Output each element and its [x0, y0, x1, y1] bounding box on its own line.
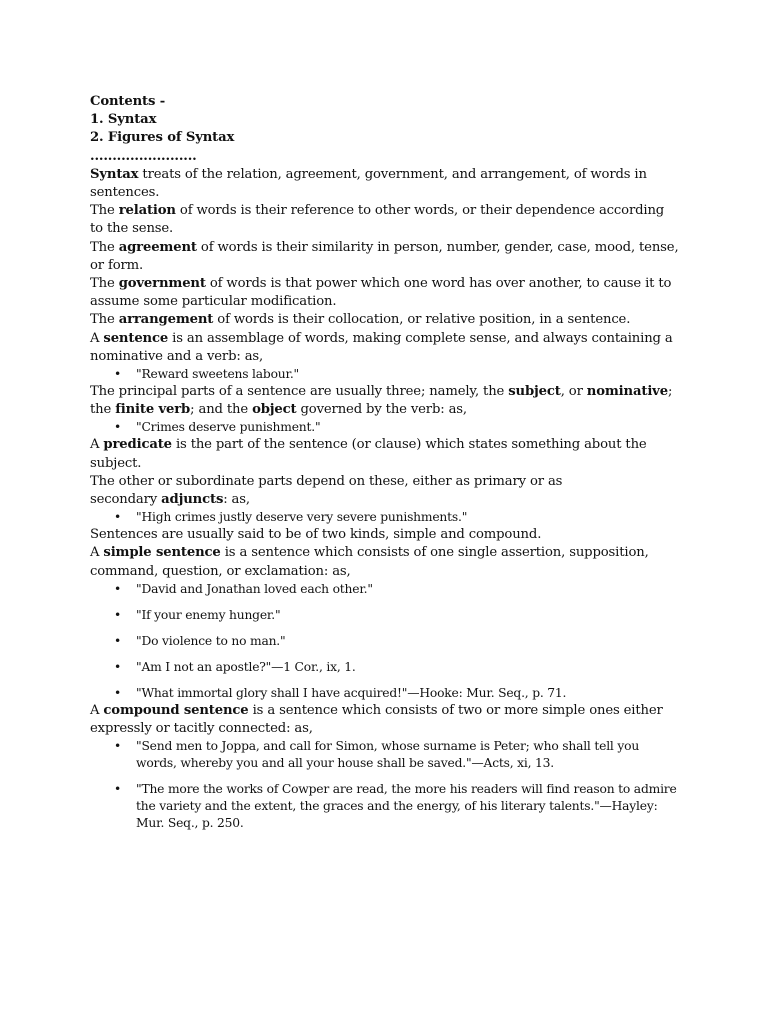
paragraph-text: The principal parts of a sentence are usually three; namely, the — [90, 384, 509, 400]
adjuncts-examples — [90, 509, 680, 526]
definition-term: government — [118, 276, 206, 292]
paragraph-text: secondary — [90, 492, 162, 508]
definition-text: treats of the relation, agreement, government, and arrangement, of words in sentences. — [90, 166, 647, 201]
paragraph-text: ; and the — [190, 402, 253, 418]
definition-term: predicate — [103, 437, 172, 453]
definition-prefix: The — [90, 276, 119, 292]
relation-definition — [90, 202, 680, 238]
list-item: • "If your enemy hunger." — [90, 607, 680, 624]
adjuncts-paragraph-line-1: The other or subordinate parts depend on these, either as primary or as — [90, 473, 563, 489]
definition-text: is a sentence which consists of one single assertion, supposition, command, question, or exclamation: as, — [90, 545, 649, 579]
definition-term: simple sentence — [103, 545, 221, 561]
definition-text: is the part of the sentence (or clause) which states something about the subject. — [90, 437, 647, 471]
definition-text: of words is that power which one word has over another, to cause it to assume some particular modification. — [90, 276, 672, 310]
definition-text: is a sentence which consists of two or more simple ones either expressly or tacitly connected: as, — [90, 702, 663, 737]
list-item: • "David and Jonathan loved each other." — [90, 581, 680, 598]
definition-term: adjuncts — [161, 492, 224, 508]
definition-prefix: A — [90, 330, 104, 346]
definition-text: of words is their reference to other words, or their dependence according to the sense. — [90, 203, 665, 237]
definition-term: agreement — [118, 239, 197, 255]
table-of-contents — [90, 93, 680, 166]
definition-term: relation — [118, 203, 176, 219]
definition-term: Syntax — [90, 166, 139, 182]
predicate-definition — [90, 436, 680, 472]
list-item: • "What immortal glory shall I have acquired!"—Hooke: Mur. Seq., p. 71. — [90, 685, 680, 702]
definition-prefix: A — [90, 545, 104, 561]
definition-prefix: A — [90, 437, 104, 453]
kinds-paragraph: Sentences are usually said to be of two kinds, simple and compound. — [90, 527, 542, 543]
definition-prefix: The — [90, 203, 119, 219]
definition-text: of words is their similarity in person, number, gender, case, mood, tense, or form. — [90, 239, 679, 273]
arrangement-definition — [90, 311, 680, 329]
list-item: • "Crimes deserve punishment." — [90, 419, 680, 436]
definition-prefix: The — [90, 239, 119, 255]
paragraph-text: , or — [560, 384, 587, 400]
document-body — [90, 93, 680, 832]
toc-separator: ........................ — [90, 148, 197, 164]
sentence-definition — [90, 330, 680, 366]
paragraph-text: : as, — [223, 492, 250, 508]
definition-text: of words is their collocation, or relative position, in a sentence. — [213, 312, 631, 328]
term-object: object — [252, 402, 297, 418]
definition-prefix: The — [90, 312, 119, 328]
government-definition — [90, 275, 680, 311]
paragraph-text: governed by the verb: as, — [296, 402, 467, 418]
simple-sentence-examples — [90, 581, 680, 702]
sentence-examples — [90, 366, 680, 383]
definition-term: arrangement — [118, 312, 214, 328]
definition-term: sentence — [103, 330, 169, 346]
syntax-definition — [90, 166, 680, 202]
contents-heading: Contents - — [90, 94, 166, 109]
definition-text: is an assemblage of words, making complete sense, and always containing a nominative and a verb: as, — [90, 330, 673, 364]
compound-sentence-examples — [90, 738, 680, 832]
principal-parts-paragraph — [90, 383, 680, 419]
list-item: • "Am I not an apostle?"—1 Cor., ix, 1. — [90, 659, 680, 676]
list-item: • "High crimes justly deserve very severe punishments." — [90, 509, 680, 526]
term-nominative: nominative — [586, 384, 668, 400]
definition-term: compound sentence — [103, 702, 249, 718]
list-item: • "Send men to Joppa, and call for Simon, whose surname is Peter; who shall tell you words, whereby you and all your house shall be saved."—Acts, xi, 13. — [90, 738, 680, 772]
list-item: • "Reward sweetens labour." — [90, 366, 680, 383]
toc-item-figures-of-syntax[interactable]: 2. Figures of Syntax — [90, 130, 235, 146]
term-subject: subject — [508, 384, 561, 400]
list-item: • "The more the works of Cowper are read, the more his readers will find reason to admire the variety and the extent, the graces and the energy, of his literary talents."—Hayley: Mur. Seq., p. 250. — [90, 781, 680, 832]
paragraph-text: ; the — [90, 384, 673, 418]
list-item: • "Do violence to no man." — [90, 633, 680, 650]
toc-item-syntax[interactable]: 1. Syntax — [90, 112, 157, 128]
agreement-definition — [90, 239, 680, 275]
parts-examples — [90, 419, 680, 436]
definition-prefix: A — [90, 702, 104, 718]
adjuncts-paragraph-line-2 — [90, 491, 680, 509]
simple-sentence-definition — [90, 544, 680, 580]
compound-sentence-definition — [90, 702, 680, 738]
term-finite-verb: finite verb — [115, 402, 191, 418]
